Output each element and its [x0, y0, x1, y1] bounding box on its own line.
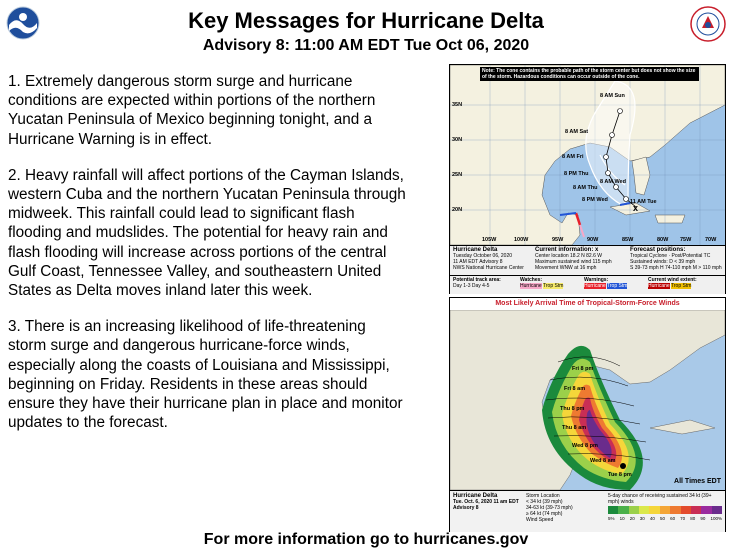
track-label: 8 PM Thu — [564, 171, 589, 177]
track-label: 8 AM Fri — [562, 154, 584, 160]
legend-day2: Day 4-5 — [471, 283, 490, 289]
track-label: 8 AM Wed — [600, 179, 626, 185]
key-messages — [8, 72, 408, 449]
arrival-storm-name: Hurricane Delta — [453, 493, 498, 499]
lat-label: 30N — [452, 137, 463, 143]
probability-scale-label: 40 — [649, 516, 655, 521]
storm-date: Tuesday October 06, 2020 — [453, 253, 513, 259]
lon-label: 80W — [657, 237, 669, 243]
probability-scale-label: 20 — [629, 516, 635, 521]
track-label: 8 PM Wed — [582, 197, 608, 203]
lon-label: 100W — [514, 237, 529, 243]
probability-scale-label: 60 — [670, 516, 676, 521]
storm-location-label: Storm Location — [526, 493, 560, 499]
legend-warnings: Warnings: — [584, 277, 609, 283]
page-title: Key Messages for Hurricane Delta — [188, 8, 544, 33]
arrival-time-label: Thu 8 am — [562, 425, 587, 431]
legend-track: Potential track area: — [453, 277, 501, 283]
wind-band: 34-63 kt (39-73 mph) — [526, 505, 573, 511]
probability-scale-label: 70 — [680, 516, 686, 521]
arrival-time-map — [449, 297, 726, 532]
probability-swatch — [608, 506, 618, 514]
forecast-cone-map: x Note: The cone contains the probable path of the storm center but does not show the size of the storm. Hazardous conditions can occur outside of the cone. 35N 30N 25N 20N 105W 100W 95W 90W 85W 80W 75W 70W 8 AM Sun 8 AM Sat 8 AM Fri 8 PM Thu 8 AM Thu 8 PM Wed 8 AM Wed 11 AM Tue Hurricane Delta Tuesday October 06, 2020 11 AM EDT Advisory 8 NWS National Hurricane Center Current information: x Center location 18.2 N 82.6 W Maximum sustained wind 115 mph Movement WNW at 16 mph Forecast positions: Tropical Cyclone · Post/Potential TC Sustained winds: D < 39 mph S 39-73 mph H 74-110 mph M > 110 mph Potential track area: Day 1-3 Day 4-5 Watches: Hurricane Trop Stm Warnings: Hurricane Trop Stm Current wind extent: Hurricane Trop Stm — [449, 64, 726, 294]
probability-swatch — [712, 506, 722, 514]
lon-label: 75W — [680, 237, 692, 243]
lat-label: 20N — [452, 207, 463, 213]
probability-scale-label: 90 — [700, 516, 706, 521]
probability-swatch — [670, 506, 680, 514]
current-info-title: Current information: x — [535, 247, 599, 253]
probability-color-scale — [608, 506, 722, 514]
probability-swatch — [691, 506, 701, 514]
probability-swatch — [649, 506, 659, 514]
probability-swatch — [701, 506, 711, 514]
svg-text:x: x — [633, 203, 639, 213]
probability-swatch — [618, 506, 628, 514]
nws-logo — [690, 6, 726, 42]
hurricane-watch-swatch: Hurricane — [520, 283, 542, 289]
lon-label: 95W — [552, 237, 564, 243]
forecast-title: Forecast positions: — [630, 247, 686, 253]
probability-scale-labels — [608, 516, 722, 521]
forecast-item: Post/Potential TC — [671, 253, 711, 259]
track-label: 8 AM Thu — [573, 185, 598, 191]
probability-scale-label: 100% — [710, 516, 722, 521]
ts-watch-swatch: Trop Stm — [543, 283, 564, 289]
probability-scale-label: 50 — [659, 516, 665, 521]
probability-swatch — [681, 506, 691, 514]
arrival-storm-time: Tue. Oct. 6, 2020 11 am EDT — [453, 499, 519, 505]
arrival-map-title: Most Likely Arrival Time of Tropical-Storm-Force Winds — [450, 298, 725, 310]
advisory-subtitle: Advisory 8: 11:00 AM EDT Tue Oct 06, 2020 — [202, 37, 530, 54]
sustained-item: M > 110 mph — [692, 265, 722, 271]
track-label: 11 AM Tue — [630, 199, 657, 205]
probability-swatch — [639, 506, 649, 514]
wind-band: < 34 kt (39 mph) — [526, 499, 563, 505]
lat-label: 35N — [452, 102, 463, 108]
arrival-advisory: Advisory 8 — [453, 505, 479, 511]
lat-label: 25N — [452, 172, 463, 178]
probability-swatch — [660, 506, 670, 514]
agency: NWS National Hurricane Center — [453, 265, 524, 271]
probability-scale-label: 80 — [690, 516, 696, 521]
lon-label: 85W — [622, 237, 634, 243]
sustained-label: Sustained winds: — [630, 259, 668, 265]
legend-day1: Day 1-3 — [453, 283, 471, 289]
track-label: 8 AM Sun — [600, 93, 625, 99]
movement: Movement WNW at 16 mph — [535, 265, 597, 271]
ts-warning-swatch: Trop Stm — [607, 283, 628, 289]
sustained-item: H 74-110 mph — [660, 265, 692, 271]
probability-swatch — [629, 506, 639, 514]
legend-watches: Watches: — [520, 277, 543, 283]
wind-speed-label: Wind Speed — [526, 517, 554, 523]
key-message-3: 3. There is an increasing likelihood of life-threatening storm surge and dangerous hurricane-force winds, especially along the coasts of Louisiana and Mississippi, beginning on Friday. Residents in these areas should ensure they have their hurricane plan in place and monitor updates to the forecast. — [8, 318, 403, 432]
max-wind: Maximum sustained wind 115 mph — [535, 259, 612, 265]
ts-wind-swatch: Trop Stm — [671, 283, 692, 289]
prob-title: 5-day chance of receiving sustained 34 kt (39+ mph) winds — [608, 493, 712, 505]
all-times-note: All Times EDT — [674, 478, 721, 485]
center-location: Center location 18.2 N 82.6 W — [535, 253, 602, 259]
arrival-time-label: Wed 8 pm — [572, 443, 598, 449]
probability-scale-label: 10 — [619, 516, 625, 521]
arrival-time-label: Wed 8 am — [590, 458, 616, 464]
wind-band: ≥ 64 kt (74 mph) — [526, 511, 563, 517]
arrival-time-label: Fri 8 pm — [572, 366, 594, 372]
sustained-item: D < 39 mph — [669, 259, 696, 265]
lon-label: 90W — [587, 237, 599, 243]
cone-note: Note: The cone contains the probable path of the storm center but does not show the size of the storm. Hazardous conditions can occur outside of the cone. — [480, 67, 699, 81]
probability-scale-label: 5% — [608, 516, 615, 521]
hurricane-warning-swatch: Hurricane — [584, 283, 606, 289]
lon-label: 70W — [705, 237, 717, 243]
arrival-time-label: Tue 8 pm — [608, 472, 632, 478]
sustained-item: S 39-73 mph — [630, 265, 659, 271]
lon-label: 105W — [482, 237, 497, 243]
hurricane-wind-swatch: Hurricane — [648, 283, 670, 289]
arrival-time-label: Fri 8 am — [564, 386, 586, 392]
legend-wind: Current wind extent: — [648, 277, 697, 283]
key-message-1: 1. Extremely dangerous storm surge and hurricane conditions are expected within portions of the northern Yucatan Peninsula of Mexico beginning tonight, and a Hurricane Warning is in effect. — [8, 73, 376, 148]
track-label: 8 AM Sat — [565, 129, 589, 135]
advisory-line: 11 AM EDT Advisory 8 — [453, 259, 503, 265]
key-message-2: 2. Heavy rainfall will affect portions of the Cayman Islands, western Cuba and the northern Yucatan Peninsula through midweek. This rainfall could lead to significant flash flooding and mudslides. The potential for heavy rain and flash flooding will increase across portions of the central Gulf Coast, Tennessee Valley, and southeastern United States as Delta moves inland later this week. — [8, 166, 406, 300]
footer-link-text: For more information go to hurricanes.gov — [203, 531, 529, 548]
forecast-item: Tropical Cyclone — [630, 253, 668, 259]
storm-name: Hurricane Delta — [453, 247, 498, 253]
probability-scale-label: 30 — [639, 516, 645, 521]
arrival-time-label: Thu 8 pm — [560, 406, 585, 412]
